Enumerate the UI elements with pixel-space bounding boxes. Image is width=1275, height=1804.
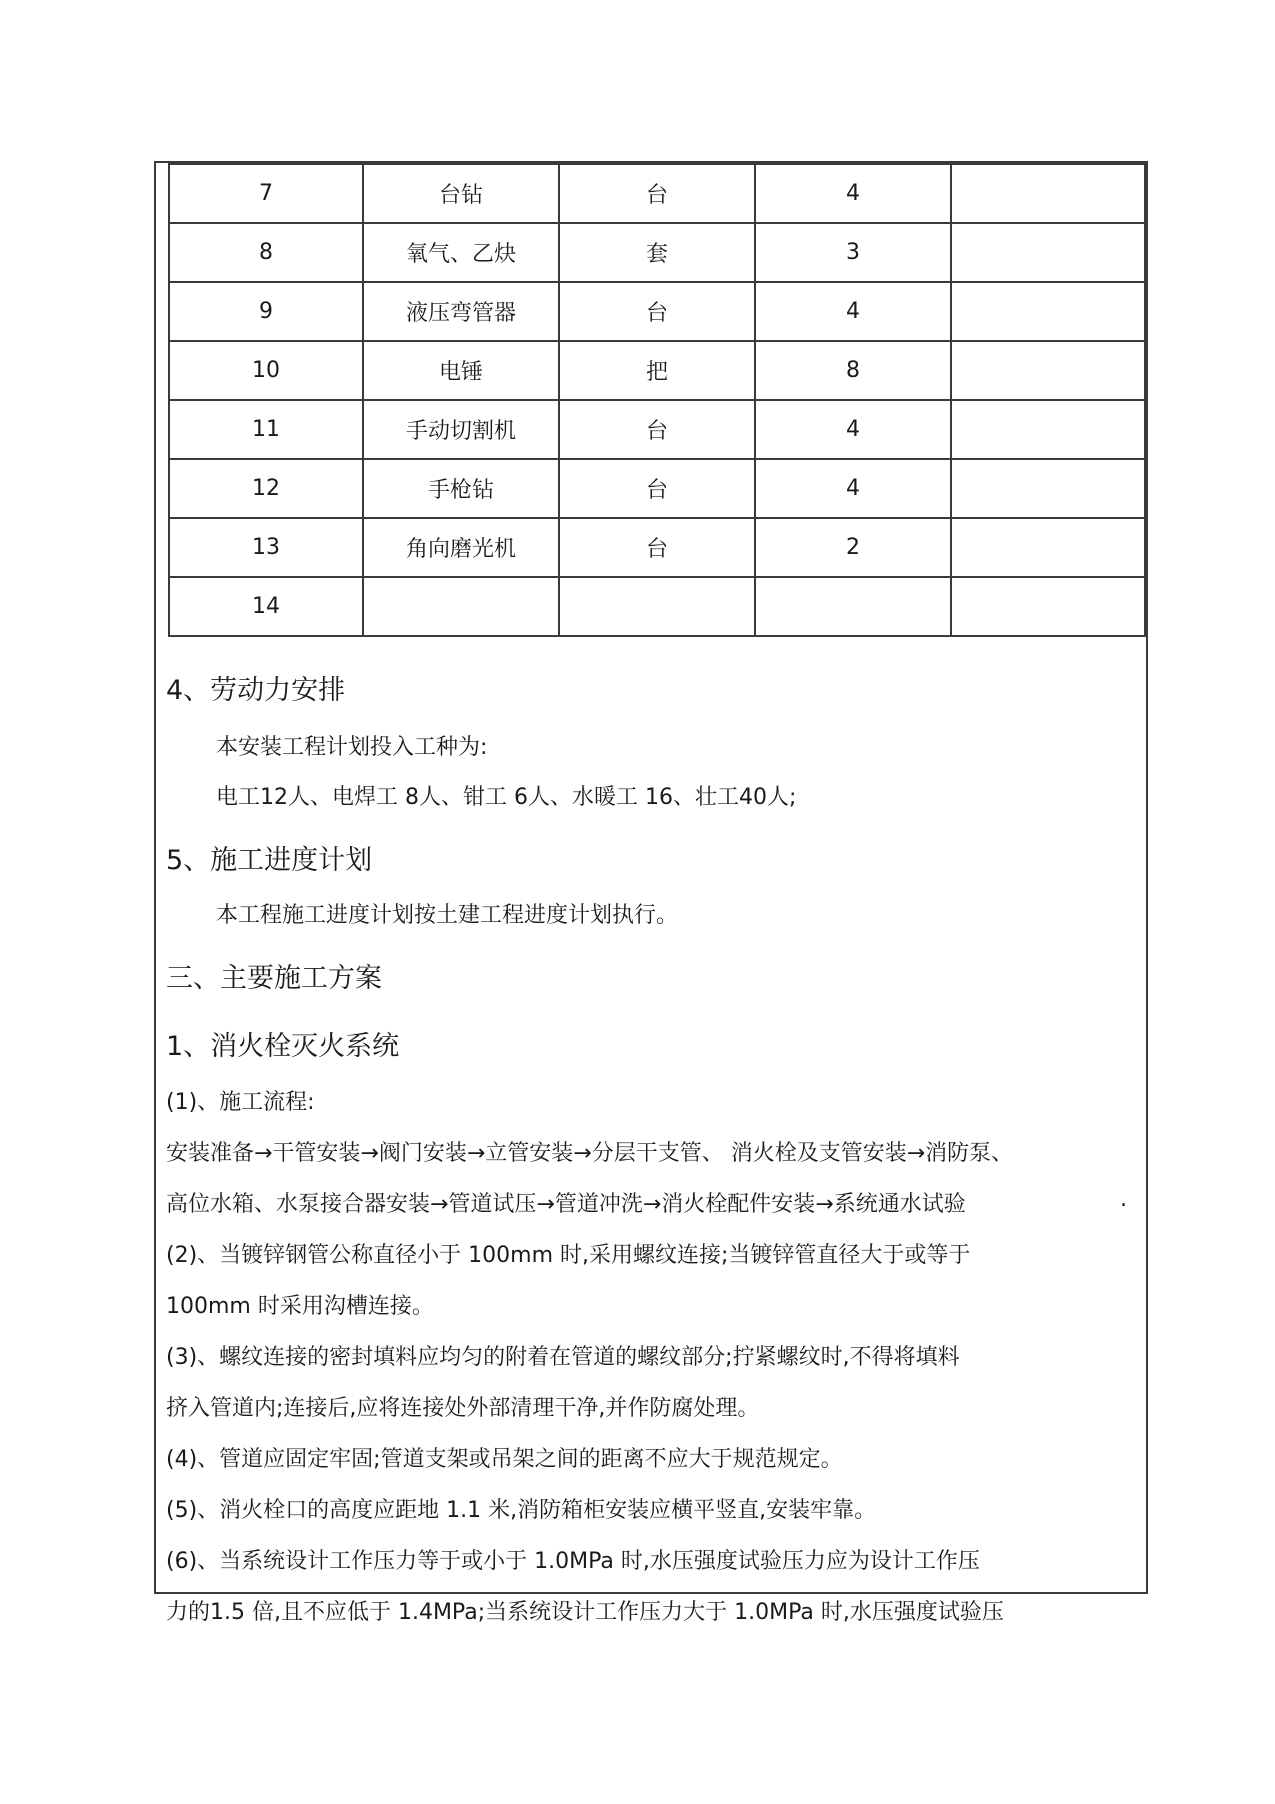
table-row xyxy=(169,518,1145,577)
table-cell: 电锤 xyxy=(363,341,559,400)
table-cell: 台 xyxy=(559,518,755,577)
p1-line1: 安装准备→干管安装→阀门安装→立管安装→分层干支管、 消火栓及支管安装→消防泵、 xyxy=(166,1141,1014,1166)
table-cell: 4 xyxy=(755,164,951,223)
p1-title: (1)、施工流程: xyxy=(166,1090,315,1115)
table-row xyxy=(169,577,1145,636)
table-cell: 台 xyxy=(559,164,755,223)
p1-line2: 高位水箱、水泵接合器安装→管道试压→管道冲洗→消火栓配件安装→系统通水试验 xyxy=(166,1192,966,1217)
table-cell: 8 xyxy=(755,341,951,400)
table-cell: 12 xyxy=(169,459,363,518)
table-cell: 把 xyxy=(559,341,755,400)
table-cell: 8 xyxy=(169,223,363,282)
table-row xyxy=(169,282,1145,341)
table-cell: 台 xyxy=(559,400,755,459)
table-cell xyxy=(951,400,1145,459)
table-cell: 11 xyxy=(169,400,363,459)
table-cell xyxy=(951,341,1145,400)
table-cell xyxy=(951,518,1145,577)
table-cell xyxy=(951,577,1145,636)
equipment-table xyxy=(168,163,1146,637)
table-cell: 套 xyxy=(559,223,755,282)
p3-line1: (3)、螺纹连接的密封填料应均匀的附着在管道的螺纹部分;拧紧螺纹时,不得将填料 xyxy=(166,1345,960,1370)
table-row xyxy=(169,459,1145,518)
table-cell: 台 xyxy=(559,459,755,518)
table-cell xyxy=(755,577,951,636)
p3-line2: 挤入管道内;连接后,应将连接处外部清理干净,并作防腐处理。 xyxy=(166,1396,760,1421)
table-cell xyxy=(559,577,755,636)
table-cell: 手枪钻 xyxy=(363,459,559,518)
part3-sub1-heading: 1、消火栓灭火系统 xyxy=(166,1031,400,1062)
table-cell: 手动切割机 xyxy=(363,400,559,459)
table-cell: 13 xyxy=(169,518,363,577)
table-cell: 液压弯管器 xyxy=(363,282,559,341)
section5-heading: 5、施工进度计划 xyxy=(166,845,373,876)
table-cell xyxy=(951,223,1145,282)
table-row xyxy=(169,341,1145,400)
table-cell: 10 xyxy=(169,341,363,400)
table-cell: 7 xyxy=(169,164,363,223)
table-row xyxy=(169,400,1145,459)
table-cell: 4 xyxy=(755,459,951,518)
section4-workers: 电工12人、电焊工 8人、钳工 6人、水暖工 16、壮工40人; xyxy=(216,785,797,810)
table-cell: 台 xyxy=(559,282,755,341)
table-cell: 9 xyxy=(169,282,363,341)
p6-line2: 力的1.5 倍,且不应低于 1.4MPa;当系统设计工作压力大于 1.0MPa 时,水压强度试验压 xyxy=(166,1600,1004,1625)
table-cell: 4 xyxy=(755,282,951,341)
section4-heading: 4、劳动力安排 xyxy=(166,675,346,706)
p1-dot: . xyxy=(1120,1187,1127,1212)
part3-heading: 三、主要施工方案 xyxy=(166,963,382,994)
table-cell: 3 xyxy=(755,223,951,282)
p4: (4)、管道应固定牢固;管道支架或吊架之间的距离不应大于规范规定。 xyxy=(166,1447,843,1472)
table-cell: 2 xyxy=(755,518,951,577)
p2-line1: (2)、当镀锌钢管公称直径小于 100mm 时,采用螺纹连接;当镀锌管直径大于或等于 xyxy=(166,1243,971,1268)
section4-intro: 本安装工程计划投入工种为: xyxy=(216,735,488,760)
table-cell xyxy=(951,282,1145,341)
p2-line2: 100mm 时采用沟槽连接。 xyxy=(166,1294,434,1319)
section5-body: 本工程施工进度计划按土建工程进度计划执行。 xyxy=(216,903,679,928)
table-cell xyxy=(951,164,1145,223)
p5: (5)、消火栓口的高度应距地 1.1 米,消防箱柜安装应横平竖直,安装牢靠。 xyxy=(166,1498,877,1523)
table-cell: 角向磨光机 xyxy=(363,518,559,577)
table-cell: 氧气、乙炔 xyxy=(363,223,559,282)
table-cell xyxy=(363,577,559,636)
p6-line1: (6)、当系统设计工作压力等于或小于 1.0MPa 时,水压强度试验压力应为设计工作压 xyxy=(166,1549,980,1574)
table-cell xyxy=(951,459,1145,518)
table-cell: 4 xyxy=(755,400,951,459)
table-cell: 台钻 xyxy=(363,164,559,223)
table-row xyxy=(169,164,1145,223)
table-row xyxy=(169,223,1145,282)
table-cell: 14 xyxy=(169,577,363,636)
